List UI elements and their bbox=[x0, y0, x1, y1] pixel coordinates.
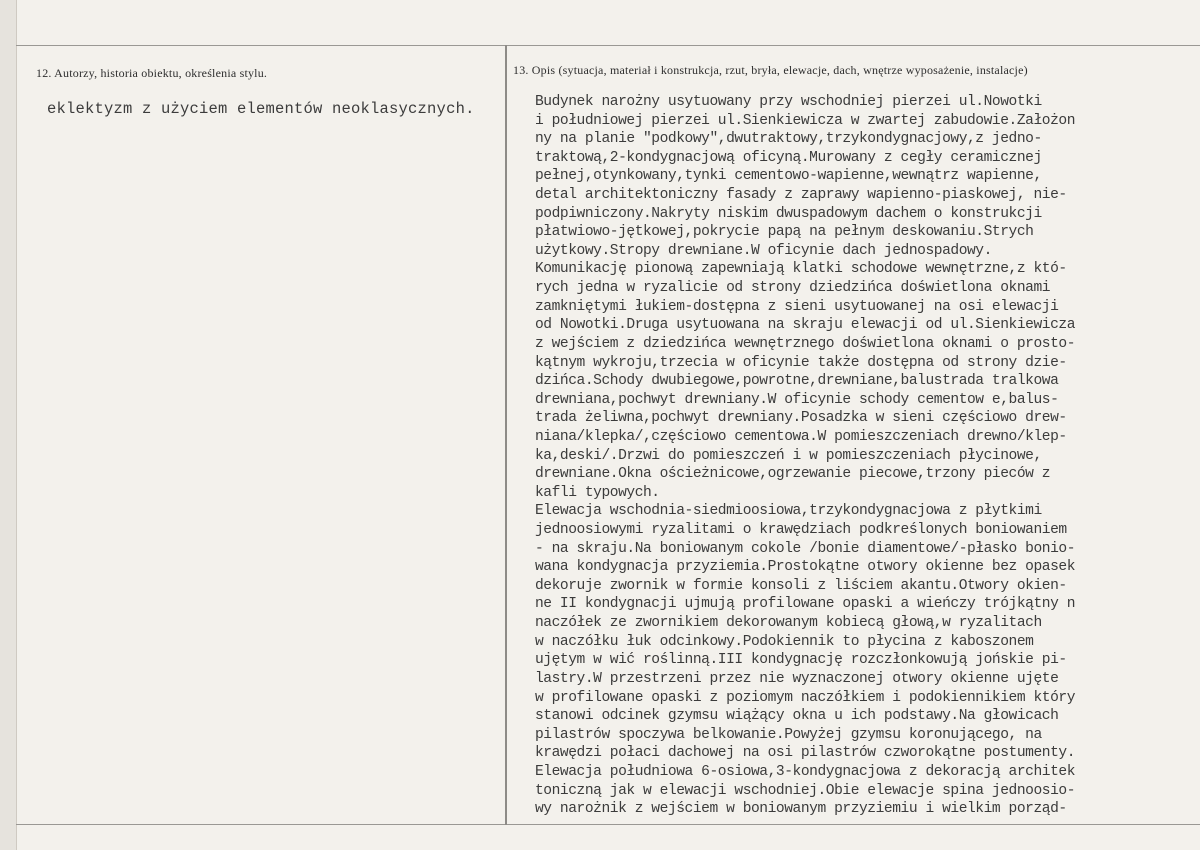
description-line: z wejściem z dziedzińca wewnętrznego doświetlona oknami o prosto- bbox=[535, 335, 1075, 352]
description-line: Elewacja wschodnia-siedmioosiowa,trzykondygnacjowa z płytkimi bbox=[535, 503, 1042, 520]
description-line: wana kondygnacja przyziemia.Prostokątne otwory okienne bez opasek bbox=[535, 559, 1075, 576]
description-line: użytkowy.Stropy drewniane.W oficynie dach jednospadowy. bbox=[535, 242, 992, 259]
description-line: drewniane.Okna ościeżnicowe,ogrzewanie piecowe,trzony pieców z bbox=[535, 466, 1051, 483]
description-line: - na skraju.Na boniowanym cokole /bonie diamentowe/-płasko bonio- bbox=[535, 540, 1075, 557]
description-line: toniczną jak w elewacji wschodniej.Obie elewacje spina jednoosio- bbox=[535, 782, 1075, 799]
description-line: i południowej pierzei ul.Sienkiewicza w zwartej zabudowie.Założon bbox=[535, 112, 1075, 129]
description-line: trada żeliwna,pochwyt drewniany.Posadzka w sieni częściowo drew- bbox=[535, 410, 1067, 427]
description-line: traktową,2-kondygnacjową oficyną.Murowany z cegły ceramicznej bbox=[535, 149, 1042, 166]
description-line: Budynek narożny usytuowany przy wschodniej pierzei ul.Nowotki bbox=[535, 94, 1042, 110]
description-line: ne II kondygnacji ujmują profilowane opaski a wieńczy trójkątny n bbox=[535, 596, 1075, 613]
description-line: zamkniętymi łukiem-dostępna z sieni usytuowanej na osi elewacji bbox=[535, 298, 1059, 315]
bottom-rule bbox=[16, 824, 1200, 825]
description-line: Komunikację pionową zapewniają klatki schodowe wewnętrzne,z któ- bbox=[535, 261, 1067, 278]
description-line: kafli typowych. bbox=[535, 484, 660, 501]
description-line: krawędzi połaci dachowej na osi pilastrów czworokątne postumenty. bbox=[535, 745, 1075, 762]
description-line: lastry.W przestrzeni przez nie wyznaczonej otwory okienne ujęte bbox=[535, 670, 1059, 687]
description-line: detal architektoniczny fasady z zaprawy wapienno-piaskowej, nie- bbox=[535, 187, 1067, 204]
card-left-edge bbox=[0, 0, 17, 850]
description-line: naczółek ze zwornikiem dekorowanym kobiecą głową,w ryzalitach bbox=[535, 615, 1042, 632]
description-line: ujętym w wić roślinną.III kondygnację rozczłonkowują jońskie pi- bbox=[535, 652, 1067, 669]
description-line: dzińca.Schody dwubiegowe,powrotne,drewniane,balustrada tralkowa bbox=[535, 373, 1059, 390]
description-line: rych jedna w ryzalicie od strony dziedzińca doświetlona oknami bbox=[535, 280, 1051, 297]
style-description: eklektyzm z użyciem elementów neoklasycznych. bbox=[47, 100, 475, 118]
description-line: pilastrów spoczywa belkowanie.Powyżej gzymsu koronującego, na bbox=[535, 726, 1042, 743]
description-line: od Nowotki.Druga usytuowana na skraju elewacji od ul.Sienkiewicza bbox=[535, 317, 1075, 334]
description-line: pełnej,otynkowany,tynki cementowo-wapienne,wewnątrz wapienne, bbox=[535, 168, 1042, 185]
description-line: ka,deski/.Drzwi do pomieszczeń i w pomieszczeniach płycinowe, bbox=[535, 447, 1042, 464]
section-13-heading: 13. Opis (sytuacja, materiał i konstrukcja, rzut, bryła, elewacje, dach, wnętrze wyposażenie, instalacje) bbox=[513, 63, 1028, 77]
description-line: wy narożnik z wejściem w boniowanym przyziemiu i wielkim porząd- bbox=[535, 801, 1067, 818]
section-12-heading: 12. Autorzy, historia obiektu, określenia stylu. bbox=[36, 66, 268, 80]
description-line: płatwiowo-jętkowej,pokrycie papą na pełnym deskowaniu.Strych bbox=[535, 224, 1034, 241]
description-line: drewniana,pochwyt drewniany.W oficynie schody cementow e,balus- bbox=[535, 391, 1059, 408]
description-line: stanowi odcinek gzymsu wiążący okna u ich podstawy.Na głowicach bbox=[535, 708, 1059, 725]
description-line: dekoruje zwornik w formie konsoli z liściem akantu.Otwory okien- bbox=[535, 577, 1067, 594]
column-divider bbox=[505, 45, 507, 825]
description-line: Elewacja południowa 6-osiowa,3-kondygnacjowa z dekoracją architek bbox=[535, 763, 1075, 780]
description-line: w naczółku łuk odcinkowy.Podokiennik to płycina z kaboszonem bbox=[535, 633, 1034, 650]
description-line: kątnym wykroju,trzecia w oficynie także dostępna od strony dzie- bbox=[535, 354, 1067, 371]
description-line: jednoosiowymi ryzalitami o krawędziach podkreślonych boniowaniem bbox=[535, 522, 1067, 539]
object-description bbox=[535, 93, 1197, 819]
description-line: podpiwniczony.Nakryty niskim dwuspadowym dachem o konstrukcji bbox=[535, 205, 1042, 222]
top-rule bbox=[16, 45, 1200, 46]
description-line: ny na planie "podkowy",dwutraktowy,trzykondygnacjowy,z jedno- bbox=[535, 131, 1042, 148]
description-line: w profilowane opaski z poziomym naczółkiem i podokiennikiem który bbox=[535, 689, 1075, 706]
description-line: niana/klepka/,częściowo cementowa.W pomieszczeniach drewno/klep- bbox=[535, 428, 1067, 445]
